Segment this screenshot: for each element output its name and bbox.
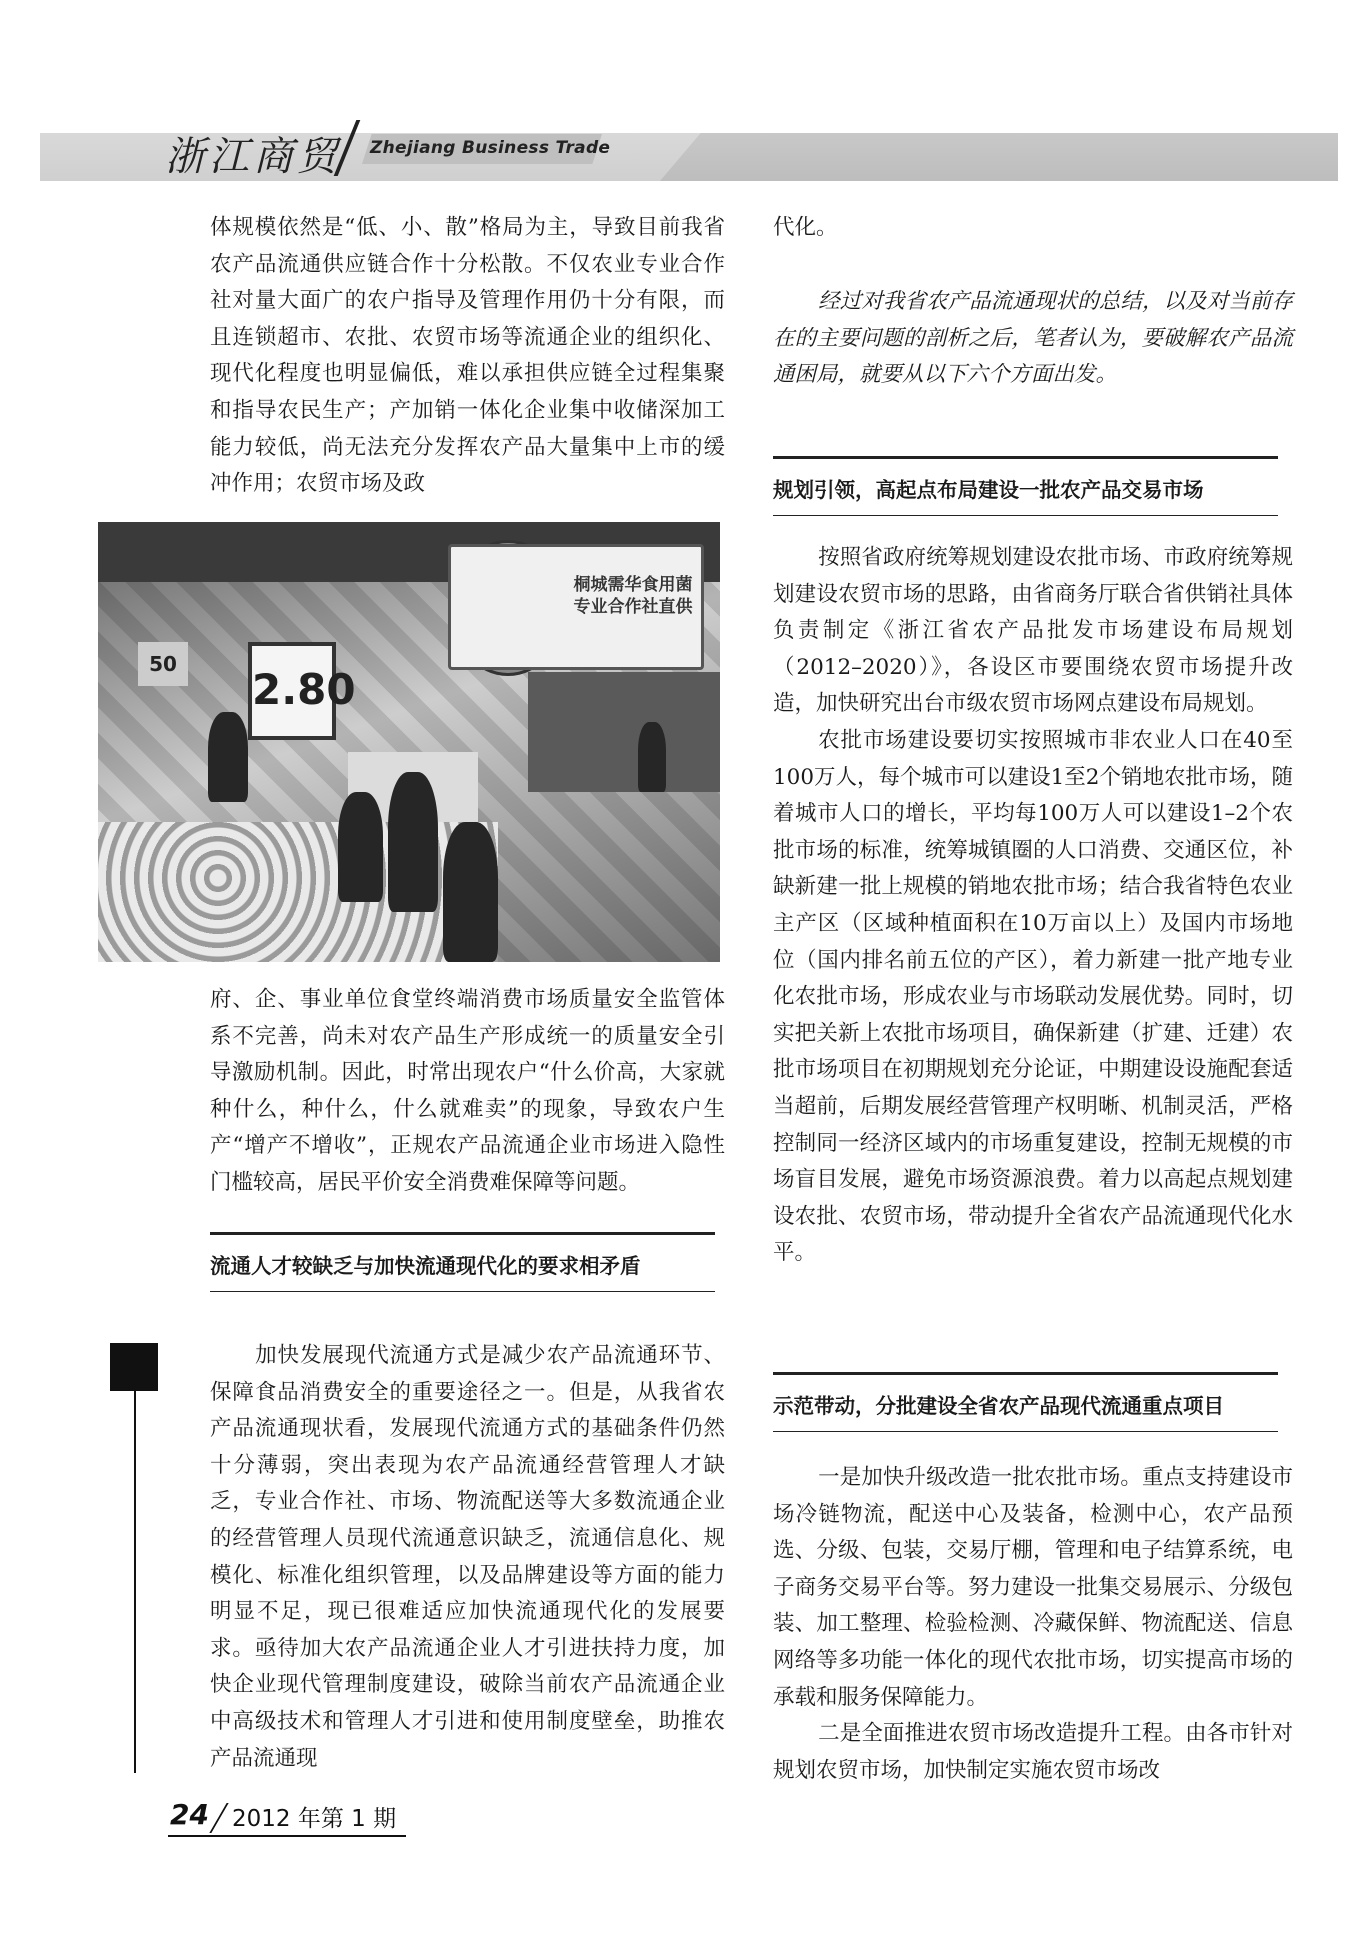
price-tag: 2.80 [248,642,336,740]
section-heading-planning: 规划引领，高起点布局建设一批农产品交易市场 [773,456,1278,506]
left-top-text [210,210,725,503]
paragraph: 一是加快升级改造一批农批市场。重点支持建设市场冷链物流，配送中心及装备，检测中心，农产品预选、分级、包装，交易厅棚，管理和电子结算系统，电子商务交易平台等。努力建设一批集交易展示、分级包装、加工整理、检验检测、冷藏保鲜、物流配送、信息网络等多功能一体化的现代农批市场，切实提高市场的承载和服务保障能力。 [773,1465,1293,1710]
right-section1-text [773,540,1293,1272]
shopper-figure [338,792,383,902]
supermarket-photo [98,522,720,962]
decorative-black-square [110,1343,158,1391]
paragraph: 按照省政府统筹规划建设农批市场、市政府统筹规划建设农贸市场的思路，由省商务厅联合省供销社具体负责制定《浙江省农产品批发市场建设布局规划（2012–2020）》，各设区市要围绕农贸市场提升改造，加快研究出台市级农贸市场网点建设布局规划。 [773,545,1293,717]
shopper-figure [443,822,498,962]
paragraph: 府、企、事业单位食堂终端消费市场质量安全监管体系不完善，尚未对农产品生产形成统一的质量安全引导激励机制。因此，时常出现农户“什么价高，大家就种什么，种什么，什么就难卖”的现象，导致农户生产“增产不增收”，正规农产品流通企业市场进入隐性门槛较高，居民平价安全消费难保障等问题。 [210,987,725,1195]
paragraph: 加快发展现代流通方式是减少农产品流通环节、保障食品消费安全的重要途径之一。但是，从我省农产品流通现状看，发展现代流通方式的基础条件仍然十分薄弱，突出表现为农产品流通经营管理人才缺乏，专业合作社、市场、物流配送等大多数流通企业的经营管理人员现代流通意识缺乏，流通信息化、规模化、标准化组织管理，以及品牌建设等方面的能力明显不足，现已很难适应加快流通现代化的发展要求。亟待加大农产品流通企业人才引进扶持力度，加快企业现代管理制度建设，破除当前农产品流通企业中高级技术和管理人才引进和使用制度壁垒，助推农产品流通现 [210,1343,725,1771]
paragraph: 体规模依然是“低、小、散”格局为主，导致目前我省农产品流通供应链合作十分松散。不仅农业专业合作社对量大面广的农户指导及管理作用仍十分有限，而且连锁超市、农批、农贸市场等流通企业的组织化、现代化程度也明显偏低，难以承担供应链全过程集聚和指导农民生产；产加销一体化企业集中收储深加工能力较低，尚无法充分发挥农产品大量集中上市的缓冲作用；农贸市场及政 [210,215,725,497]
shopper-figure [208,712,248,802]
shopper-figure [638,722,666,792]
paragraph: 农批市场建设要切实按照城市非农业人口在40至100万人，每个城市可以建设1至2个销地农批市场，随着城市人口的增长，平均每100万人可以建设1–2个农批市场的标准，统筹城镇圈的人口消费、交通区位，补缺新建一批上规模的销地农批市场；结合我省特色农业主产区（区域种植面积在10万亩以上）及国内市场地位（国内排名前五位的产区），着力新建一批产地专业化农批市场，形成农业与市场联动发展优势。同时，切实把关新上农批市场项目，确保新建（扩建、迁建）农批市场项目在初期规划充分论证，中期建设设施配套适当超前，后期发展经营管理产权明晰、机制灵活，严格控制同一经济区域内的市场重复建设，控制无规模的市场盲目发展，避免市场资源浪费。着力以高起点规划建设农批、农贸市场，带动提升全省农产品流通现代化水平。 [773,727,1293,1266]
section-heading-demonstration: 示范带动，分批建设全省农产品现代流通重点项目 [773,1372,1278,1422]
section-heading-talent: 流通人才较缺乏与加快流通现代化的要求相矛盾 [210,1232,715,1282]
paragraph: 二是全面推进农贸市场改造提升工程。由各市针对规划农贸市场，加快制定实施农贸市场改 [773,1721,1293,1783]
journal-logo-en: Zhejiang Business Trade [370,138,611,158]
small-price-tag: 50 [138,642,188,686]
right-continuation [773,210,1293,247]
left-bottom-text [210,1338,725,1777]
issue-label: 2012 年第 1 期 [232,1806,397,1832]
decorative-vertical-line [134,1391,136,1773]
right-summary [773,284,1293,394]
sign-text: 桐城需华食用菌专业合作社直供 [573,575,693,617]
paragraph: 代化。 [773,215,838,240]
footer-rule [168,1835,406,1837]
right-section2-text [773,1460,1293,1789]
journal-logo-cn: 浙江商贸 [165,134,341,180]
produce-display [98,822,498,962]
page-number: 24 [170,1798,209,1831]
shopper-figure [388,772,438,912]
left-mid-text [210,982,725,1202]
paragraph: 经过对我省农产品流通现状的总结，以及对当前存在的主要问题的剖析之后，笔者认为，要破解农产品流通困局，就要从以下六个方面出发。 [773,289,1293,388]
footer-divider [209,1803,228,1833]
